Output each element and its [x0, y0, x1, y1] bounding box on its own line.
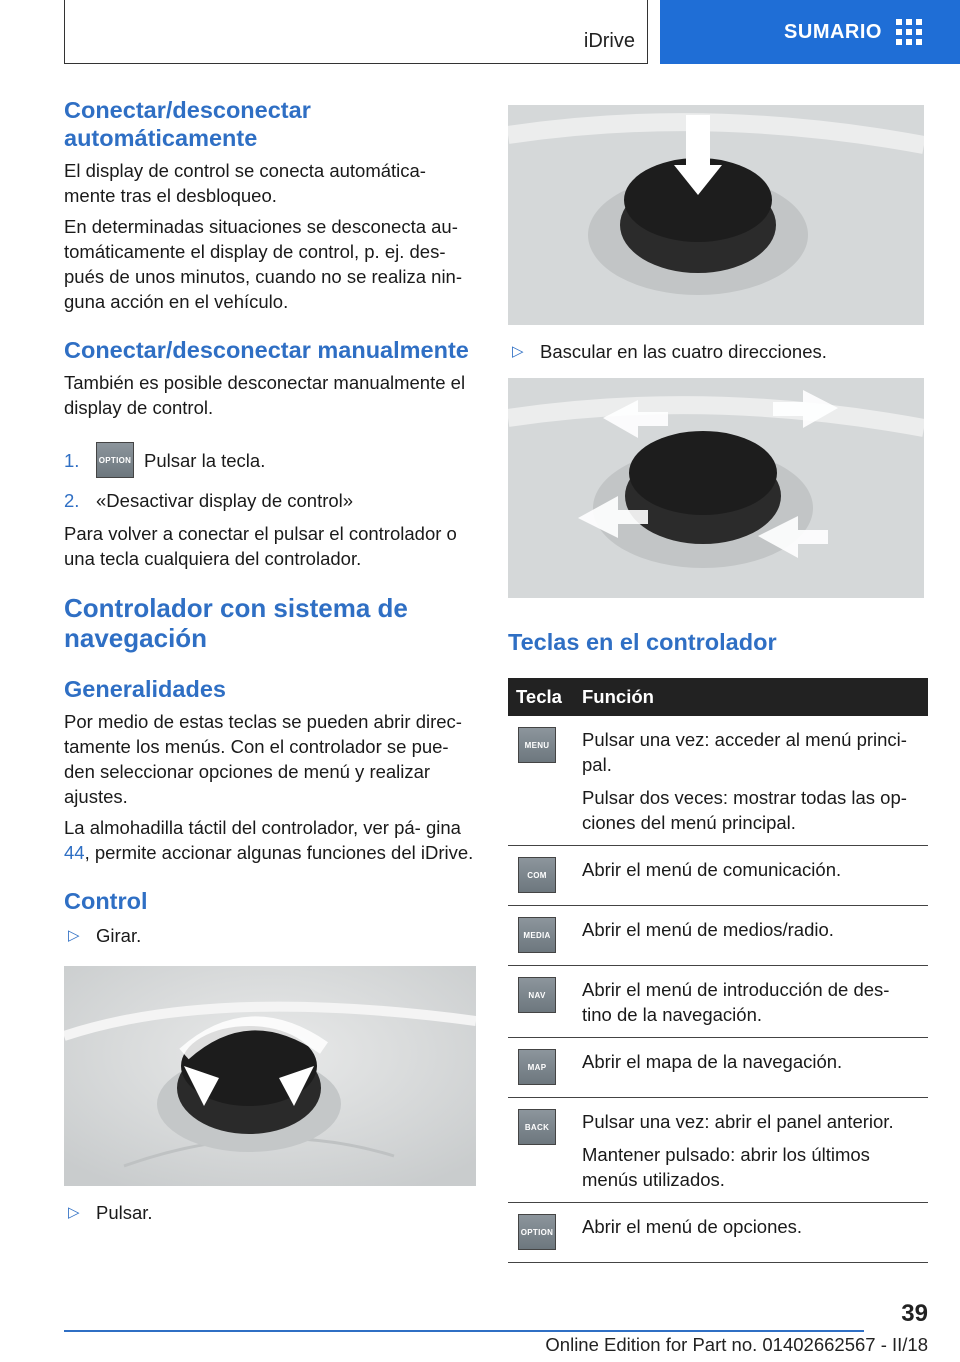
- table-title: Teclas en el controlador: [508, 629, 777, 655]
- footer-divider: [64, 1330, 864, 1332]
- page-number: 39: [901, 1300, 928, 1327]
- paragraph: Para volver a conectar el pulsar el controlador o una tecla cualquiera del controlador.: [64, 523, 457, 569]
- bullet-text: Bascular en las cuatro direcciones.: [540, 341, 827, 362]
- right-column: [508, 105, 928, 1263]
- table-row: COM Abrir el menú de comunicación.: [508, 846, 928, 906]
- controller-rotate-figure: [64, 966, 476, 1186]
- table-row: BACK Pulsar una vez: abrir el panel anterior. Mantener pulsado: abrir los últimos menús utilizados.: [508, 1098, 928, 1203]
- section-title: Control: [64, 888, 148, 914]
- paragraph: El display de control se conecta automática- mente tras el desbloqueo.: [64, 160, 426, 206]
- footer-edition: Online Edition for Part no. 01402662567 - II/18: [545, 1334, 928, 1355]
- table-row: NAV Abrir el menú de introducción de des- tino de la navegación.: [508, 966, 928, 1038]
- triangle-bullet-icon: ▷: [512, 343, 524, 360]
- menu-key-icon: MENU: [518, 727, 556, 763]
- map-key-icon: MAP: [518, 1049, 556, 1085]
- section-title: Generalidades: [64, 676, 226, 702]
- controller-press-figure: [508, 105, 924, 325]
- column-header: Tecla: [508, 678, 574, 716]
- media-key-icon: MEDIA: [518, 917, 556, 953]
- list-number: 1.: [64, 449, 80, 471]
- list-text: Pulsar la tecla.: [144, 449, 266, 471]
- table-row: MEDIA Abrir el menú de medios/radio.: [508, 906, 928, 966]
- bullet-item: [64, 923, 480, 948]
- paragraph: En determinadas situaciones se desconecta au- tomáticamente el display de control, p. ej. des- pués de unos minutos, cuando no se realiza nin- guna acción en el vehículo.: [64, 216, 463, 312]
- back-key-icon: BACK: [518, 1109, 556, 1145]
- table-row: MENU Pulsar una vez: acceder al menú princi- pal. Pulsar dos veces: mostrar todas las op- ciones del menú principal.: [508, 716, 928, 846]
- bullet-text: Girar.: [96, 925, 142, 946]
- chapter-title: Controlador con sistema de navegación: [64, 593, 408, 653]
- section-title: Conectar/desconectar manualmente: [64, 337, 469, 363]
- bullet-item: [64, 1200, 480, 1225]
- controller-tilt-figure: [508, 378, 924, 598]
- bullet-text: Pulsar.: [96, 1202, 153, 1223]
- keys-table: [508, 678, 928, 1263]
- sumario-label: SUMARIO: [784, 20, 882, 43]
- paragraph: También es posible desconectar manualmente el display de control.: [64, 372, 466, 418]
- list-text: «Desactivar display de control»: [96, 490, 354, 511]
- triangle-bullet-icon: ▷: [68, 927, 80, 944]
- list-item: [64, 488, 480, 513]
- list-item: [64, 442, 480, 478]
- header-box: [64, 0, 648, 64]
- table-row: OPTION Abrir el menú de opciones.: [508, 1203, 928, 1263]
- table-row: MAP Abrir el mapa de la navegación.: [508, 1038, 928, 1098]
- list-number: 2.: [64, 490, 80, 511]
- header-title: iDrive: [583, 30, 635, 52]
- com-key-icon: COM: [518, 857, 556, 893]
- sumario-button[interactable]: [660, 0, 960, 64]
- section-title: Conectar/desconectar automáticamente: [64, 97, 311, 151]
- option-key-icon: OPTION: [518, 1214, 556, 1250]
- option-key-icon: OPTION: [96, 442, 134, 478]
- nav-key-icon: NAV: [518, 977, 556, 1013]
- column-header: Función: [574, 678, 928, 716]
- paragraph: Por medio de estas teclas se pueden abrir direc- tamente los menús. Con el controlador se pue- den seleccionar opciones de menú y realizar ajustes.: [64, 711, 462, 807]
- triangle-bullet-icon: ▷: [68, 1204, 80, 1221]
- page-link[interactable]: 44: [64, 842, 85, 863]
- bullet-item: [508, 339, 928, 364]
- table-header-row: [508, 678, 928, 716]
- grid-icon: [896, 19, 922, 45]
- paragraph: La almohadilla táctil del controlador, ver pá- gina 44, permite accionar algunas funciones del iDrive.: [64, 817, 474, 863]
- left-column: [64, 96, 480, 1225]
